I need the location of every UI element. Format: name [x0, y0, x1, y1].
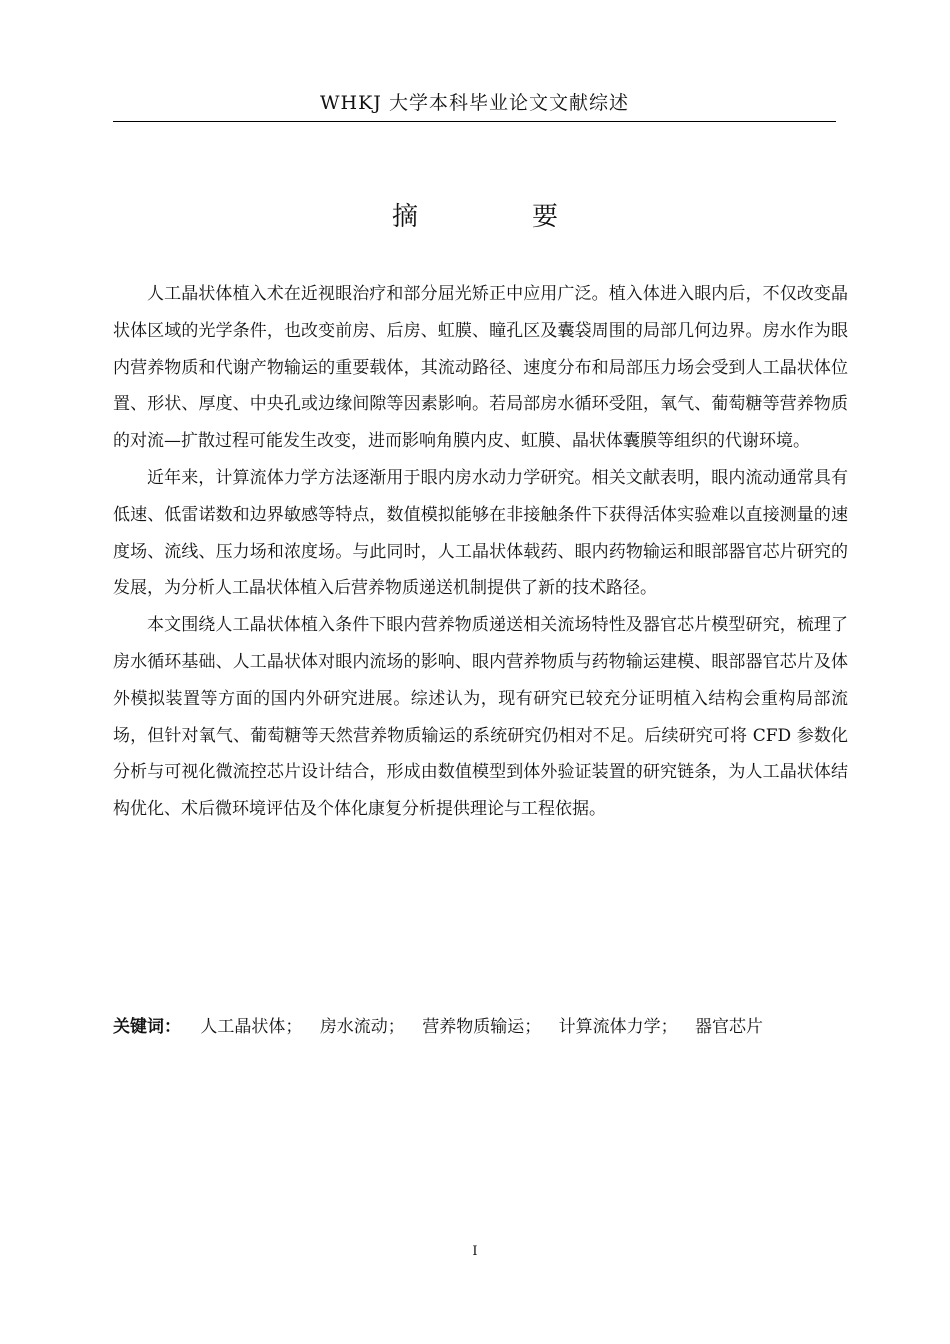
page-number: I	[472, 1244, 478, 1259]
keyword-item: 计算流体力学；	[558, 1017, 678, 1037]
keyword-item: 人工晶状体；	[200, 1017, 303, 1037]
keyword-item: 营养物质输运；	[422, 1017, 542, 1037]
header-rule	[113, 121, 836, 122]
keywords-label: 关键词：	[113, 1017, 181, 1037]
abstract-paragraph-1: 人工晶状体植入术在近视眼治疗和部分屈光矫正中应用广泛。植入体进入眼内后，不仅改变晶状体区域的光学条件，也改变前房、后房、虹膜、瞳孔区及囊袋周围的局部几何边界。房水作为眼内营养物质和代谢产物输运的重要载体，其流动路径、速度分布和局部压力场会受到人工晶状体位置、形状、厚度、中央孔或边缘间隙等因素影响。若局部房水循环受阻，氧气、葡萄糖等营养物质的对流—扩散过程可能发生改变，进而影响角膜内皮、虹膜、晶状体囊膜等组织的代谢环境。	[113, 284, 848, 452]
running-header: WHKJ 大学本科毕业论文文献综述	[320, 92, 629, 114]
abstract-paragraph-3: 本文围绕人工晶状体植入条件下眼内营养物质递送相关流场特性及器官芯片模型研究，梳理了房水循环基础、人工晶状体对眼内流场的影响、眼内营养物质与药物输运建模、眼部器官芯片及体外模拟装置等方面的国内外研究进展。综述认为，现有研究已较充分证明植入结构会重构局部流场，但针对氧气、葡萄糖等天然营养物质输运的系统研究仍相对不足。后续研究可将 CFD 参数化分析与可视化微流控芯片设计结合，形成由数值模型到体外验证装置的研究链条，为人工晶状体结构优化、术后微环境评估及个体化康复分析提供理论与工程依据。	[113, 615, 848, 820]
keywords-line	[113, 1012, 848, 1042]
abstract-paragraph-2: 近年来，计算流体力学方法逐渐用于眼内房水动力学研究。相关文献表明，眼内流动通常具有低速、低雷诺数和边界敏感等特点，数值模拟能够在非接触条件下获得活体实验难以直接测量的速度场、流线、压力场和浓度场。与此同时，人工晶状体载药、眼内药物输运和眼部器官芯片研究的发展，为分析人工晶状体植入后营养物质递送机制提供了新的技术路径。	[113, 467, 848, 599]
abstract-title: 摘 要	[391, 202, 602, 232]
keyword-item: 器官芯片	[695, 1017, 764, 1037]
keyword-item: 房水流动；	[319, 1017, 405, 1037]
abstract-body	[113, 276, 848, 828]
